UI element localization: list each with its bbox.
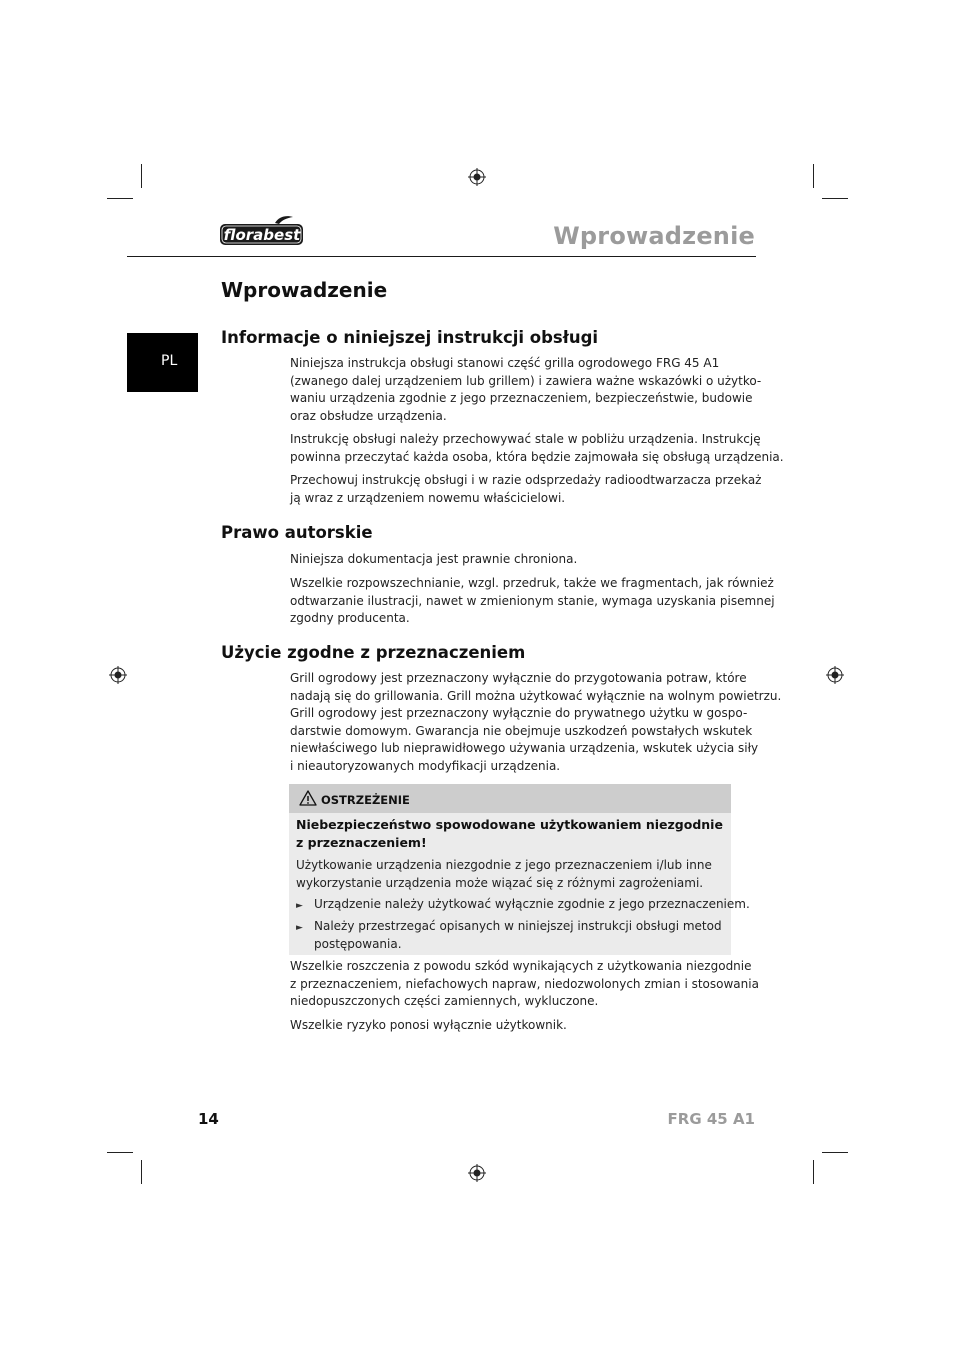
- header-title: Wprowadzenie: [553, 222, 755, 250]
- header-divider: [127, 256, 756, 257]
- paragraph: Grill ogrodowy jest przeznaczony wyłącznie do przygotowania potraw, które nadają się do grillowania. Grill można użytkować wyłącznie na wolnym powietrzu. Grill ogrodowy jest przeznaczony wyłącznie do prywatnego użytku w gospo- darstwie domowym. Gwarancja nie obejmuje uszkodzeń powstałych wskutek niewłaściwego lub nieprawidłowego używania urządzenia, wskutek użycia siły i nieautoryzowanych modyfikacji urządzenia.: [290, 671, 782, 773]
- crop-mark: [813, 1160, 814, 1184]
- svg-text:florabest: florabest: [223, 226, 301, 244]
- registration-mark-icon: [109, 666, 127, 684]
- crop-mark: [141, 1160, 142, 1184]
- paragraph: Wszelkie rozpowszechnianie, wzgl. przedruk, także we fragmentach, jak również odtwarzanie ilustracji, nawet w zmienionym stanie, wymaga uzyskania pisemnej zgodny producenta.: [290, 576, 775, 625]
- paragraph: Niniejsza dokumentacja jest prawnie chroniona.: [290, 552, 578, 566]
- paragraph: Wszelkie ryzyko ponosi wyłącznie użytkownik.: [290, 1018, 567, 1032]
- bullet-arrow-icon: ►: [296, 923, 303, 933]
- registration-mark-icon: [826, 666, 844, 684]
- section-heading-intended-use: Użycie zgodne z przeznaczeniem: [221, 643, 526, 662]
- warning-label: OSTRZEŻENIE: [321, 793, 410, 807]
- warning-header: [289, 784, 731, 813]
- paragraph: Przechowuj instrukcję obsługi i w razie odsprzedaży radioodtwarzacza przekaż ją wraz z urządzeniem nowemu właścicielowi.: [290, 473, 762, 505]
- paragraph: Wszelkie roszczenia z powodu szkód wynikających z użytkowania niezgodnie z przeznaczeniem, niefachowych napraw, niedozwolonych zmian i stosowania niedopuszczonych części zamiennych, wykluczone.: [290, 959, 759, 1008]
- page-title: Wprowadzenie: [221, 278, 388, 302]
- warning-title: Niebezpieczeństwo spowodowane użytkowaniem niezgodnie z przeznaczeniem!: [296, 817, 723, 850]
- warning-triangle-icon: [299, 790, 317, 806]
- warning-bullet: Urządzenie należy użytkować wyłącznie zgodnie z jego przeznaczeniem.: [314, 897, 750, 911]
- page-number: 14: [198, 1110, 219, 1128]
- language-tab-label: PL: [161, 353, 178, 369]
- registration-mark-icon: [468, 1164, 486, 1182]
- warning-text: Użytkowanie urządzenia niezgodnie z jego przeznaczeniem i/lub inne wykorzystanie urządzenia może wiązać się z różnymi zagrożeniami.: [296, 858, 712, 890]
- crop-mark: [107, 198, 133, 199]
- section-heading-copyright: Prawo autorskie: [221, 523, 373, 542]
- language-tab: [127, 333, 198, 392]
- crop-mark: [822, 198, 848, 199]
- bullet-arrow-icon: ►: [296, 901, 303, 911]
- crop-mark: [822, 1152, 848, 1153]
- warning-box: [289, 784, 750, 955]
- crop-mark: [813, 164, 814, 188]
- footer-model: FRG 45 A1: [667, 1110, 755, 1128]
- crop-mark: [141, 164, 142, 188]
- registration-mark-icon: [468, 168, 486, 186]
- paragraph: Instrukcję obsługi należy przechowywać stale w pobliżu urządzenia. Instrukcję powinna przeczytać każda osoba, która będzie zajmowała się obsługą urządzenia.: [290, 432, 784, 464]
- warning-bullet: Należy przestrzegać opisanych w niniejszej instrukcji obsługi metod postępowania.: [314, 919, 722, 951]
- section-heading-info: Informacje o niniejszej instrukcji obsługi: [221, 328, 599, 347]
- paragraph: Niniejsza instrukcja obsługi stanowi część grilla ogrodowego FRG 45 A1 (zwanego dalej urządzeniem lub grillem) i zawiera ważne wskazówki o użytko- waniu urządzenia zgodnie z jego przeznaczeniem, bezpieczeństwie, budowie oraz obsłudze urządzenia.: [290, 356, 762, 423]
- florabest-logo: [219, 215, 305, 247]
- crop-mark: [107, 1152, 133, 1153]
